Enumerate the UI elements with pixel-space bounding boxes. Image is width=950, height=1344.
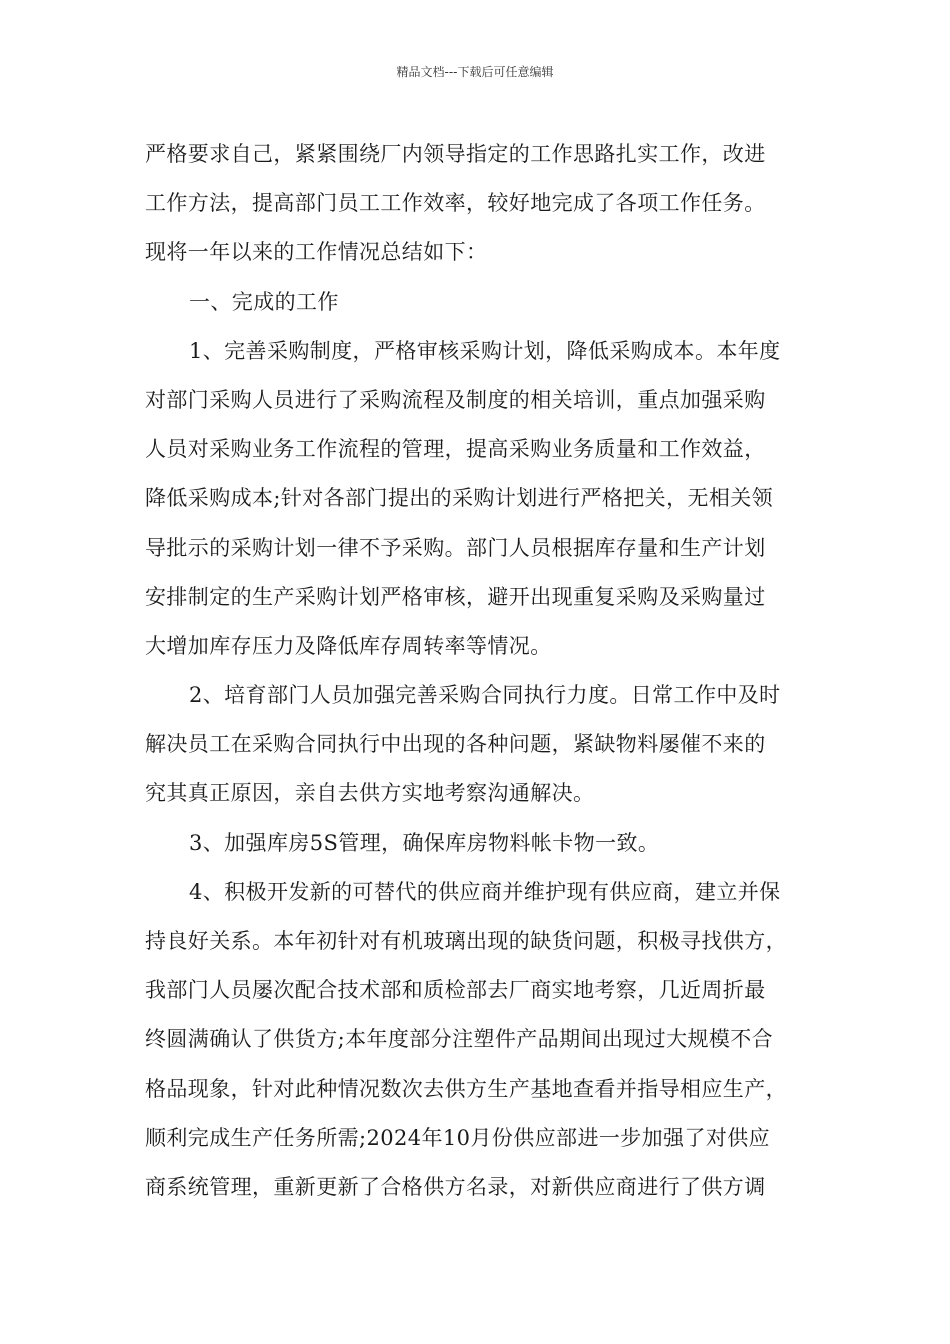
paragraph-start: 1、完善采购制度，严格审核采购计划，降低采购成本。本年度 [189,338,781,363]
text-line: 对部门采购人员进行了采购流程及制度的相关培训，重点加强采购 [145,387,766,412]
text-line: 严格要求自己，紧紧围绕厂内领导指定的工作思路扎实工作，改进 [145,142,766,166]
text-line: 降低采购成本;针对各部门提出的采购计划进行严格把关，无相关领 [145,486,774,511]
document-body [145,130,825,1212]
section-heading: 一、完成的工作 [189,289,339,314]
text-line: 商系统管理，重新更新了合格供方名录，对新供应商进行了供方调 [145,1174,766,1199]
text-line: 工作方法，提高部门员工工作效率，较好地完成了各项工作任务。 [145,191,766,216]
text-line: 终圆满确认了供货方;本年度部分注塑件产品期间出现过大规模不合 [145,1027,774,1052]
text-line: 究其真正原因，亲自去供方实地考察沟通解决。 [145,781,595,806]
paragraph-start: 4、积极开发新的可替代的供应商并维护现有供应商，建立并保 [189,879,781,904]
text-line: 导批示的采购计划一律不予采购。部门人员根据库存量和生产计划 [145,535,766,560]
text-line: 大增加库存压力及降低库存周转率等情况。 [145,633,552,658]
text-line: 人员对采购业务工作流程的管理，提高采购业务质量和工作效益， [145,437,766,462]
text-line: 顺利完成生产任务所需;2024年10月份供应部进一步加强了对供应 [145,1125,771,1150]
paragraph-start: 3、加强库房5S管理，确保库房物料帐卡物一致。 [189,830,660,855]
text-line: 安排制定的生产采购计划严格审核，避开出现重复采购及采购量过 [145,584,766,609]
page-header: 精品文档---下载后可任意编辑 [396,65,554,79]
text-line: 持良好关系。本年初针对有机玻璃出现的缺货问题，积极寻找供方， [145,929,787,953]
text-line: 解决员工在采购合同执行中出现的各种问题，紧缺物料屡催不来的 [145,732,766,757]
text-line: 格品现象，针对此种情况数次去供方生产基地查看并指导相应生产， [145,1076,787,1101]
text-line: 我部门人员屡次配合技术部和质检部去厂商实地考察，几近周折最 [145,978,766,1003]
paragraph-start: 2、培育部门人员加强完善采购合同执行力度。日常工作中及时 [189,683,781,708]
text-line: 现将一年以来的工作情况总结如下： [145,240,488,265]
